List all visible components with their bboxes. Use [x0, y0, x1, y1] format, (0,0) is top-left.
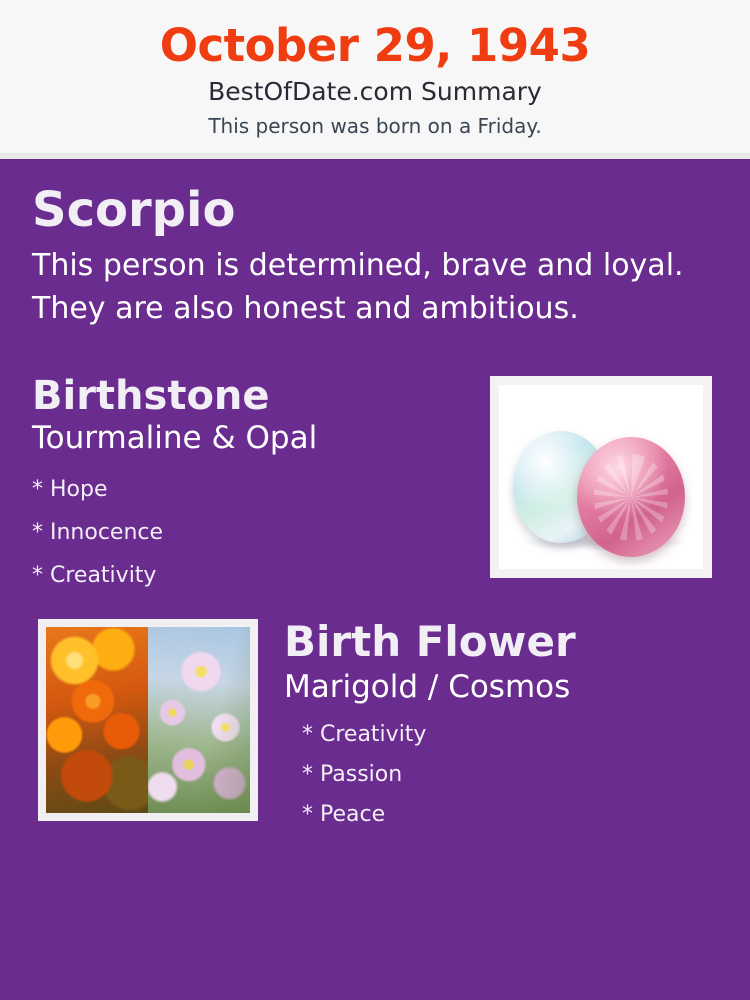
marigold-photo-icon	[46, 627, 148, 813]
tourmaline-gem-icon	[577, 437, 685, 557]
birthstone-names: Tourmaline & Opal	[32, 420, 318, 457]
birth-flower-names: Marigold / Cosmos	[284, 668, 571, 705]
birth-flower-section	[32, 619, 718, 849]
birth-flower-text	[284, 619, 718, 826]
birth-flower-image-canvas	[46, 627, 250, 813]
birth-flower-title: Birth Flower	[284, 617, 576, 667]
birth-flower-image	[38, 619, 258, 821]
list-item: * Hope	[32, 476, 108, 502]
birthstone-image	[490, 376, 712, 578]
site-summary-label: BestOfDate.com Summary	[208, 77, 542, 107]
cosmos-photo-icon	[148, 627, 250, 813]
birthstone-section	[32, 374, 718, 589]
list-item: * Creativity	[302, 721, 427, 747]
list-item: * Passion	[302, 761, 403, 787]
birth-flower-traits	[284, 721, 718, 827]
birthstone-title: Birthstone	[32, 373, 270, 420]
list-item: * Peace	[302, 801, 386, 827]
list-item: * Innocence	[32, 519, 164, 545]
page-title: October 29, 1943	[159, 19, 591, 72]
card-header	[0, 0, 750, 159]
birthstone-text	[32, 374, 462, 586]
birth-day-note: This person was born on a Friday.	[208, 113, 542, 138]
birthstone-image-canvas	[499, 385, 703, 569]
zodiac-sign-name: Scorpio	[32, 181, 236, 238]
list-item: * Creativity	[32, 562, 157, 588]
zodiac-description: This person is determined, brave and loyal. They are also honest and ambitious.	[32, 248, 684, 326]
card-body	[0, 159, 750, 1000]
